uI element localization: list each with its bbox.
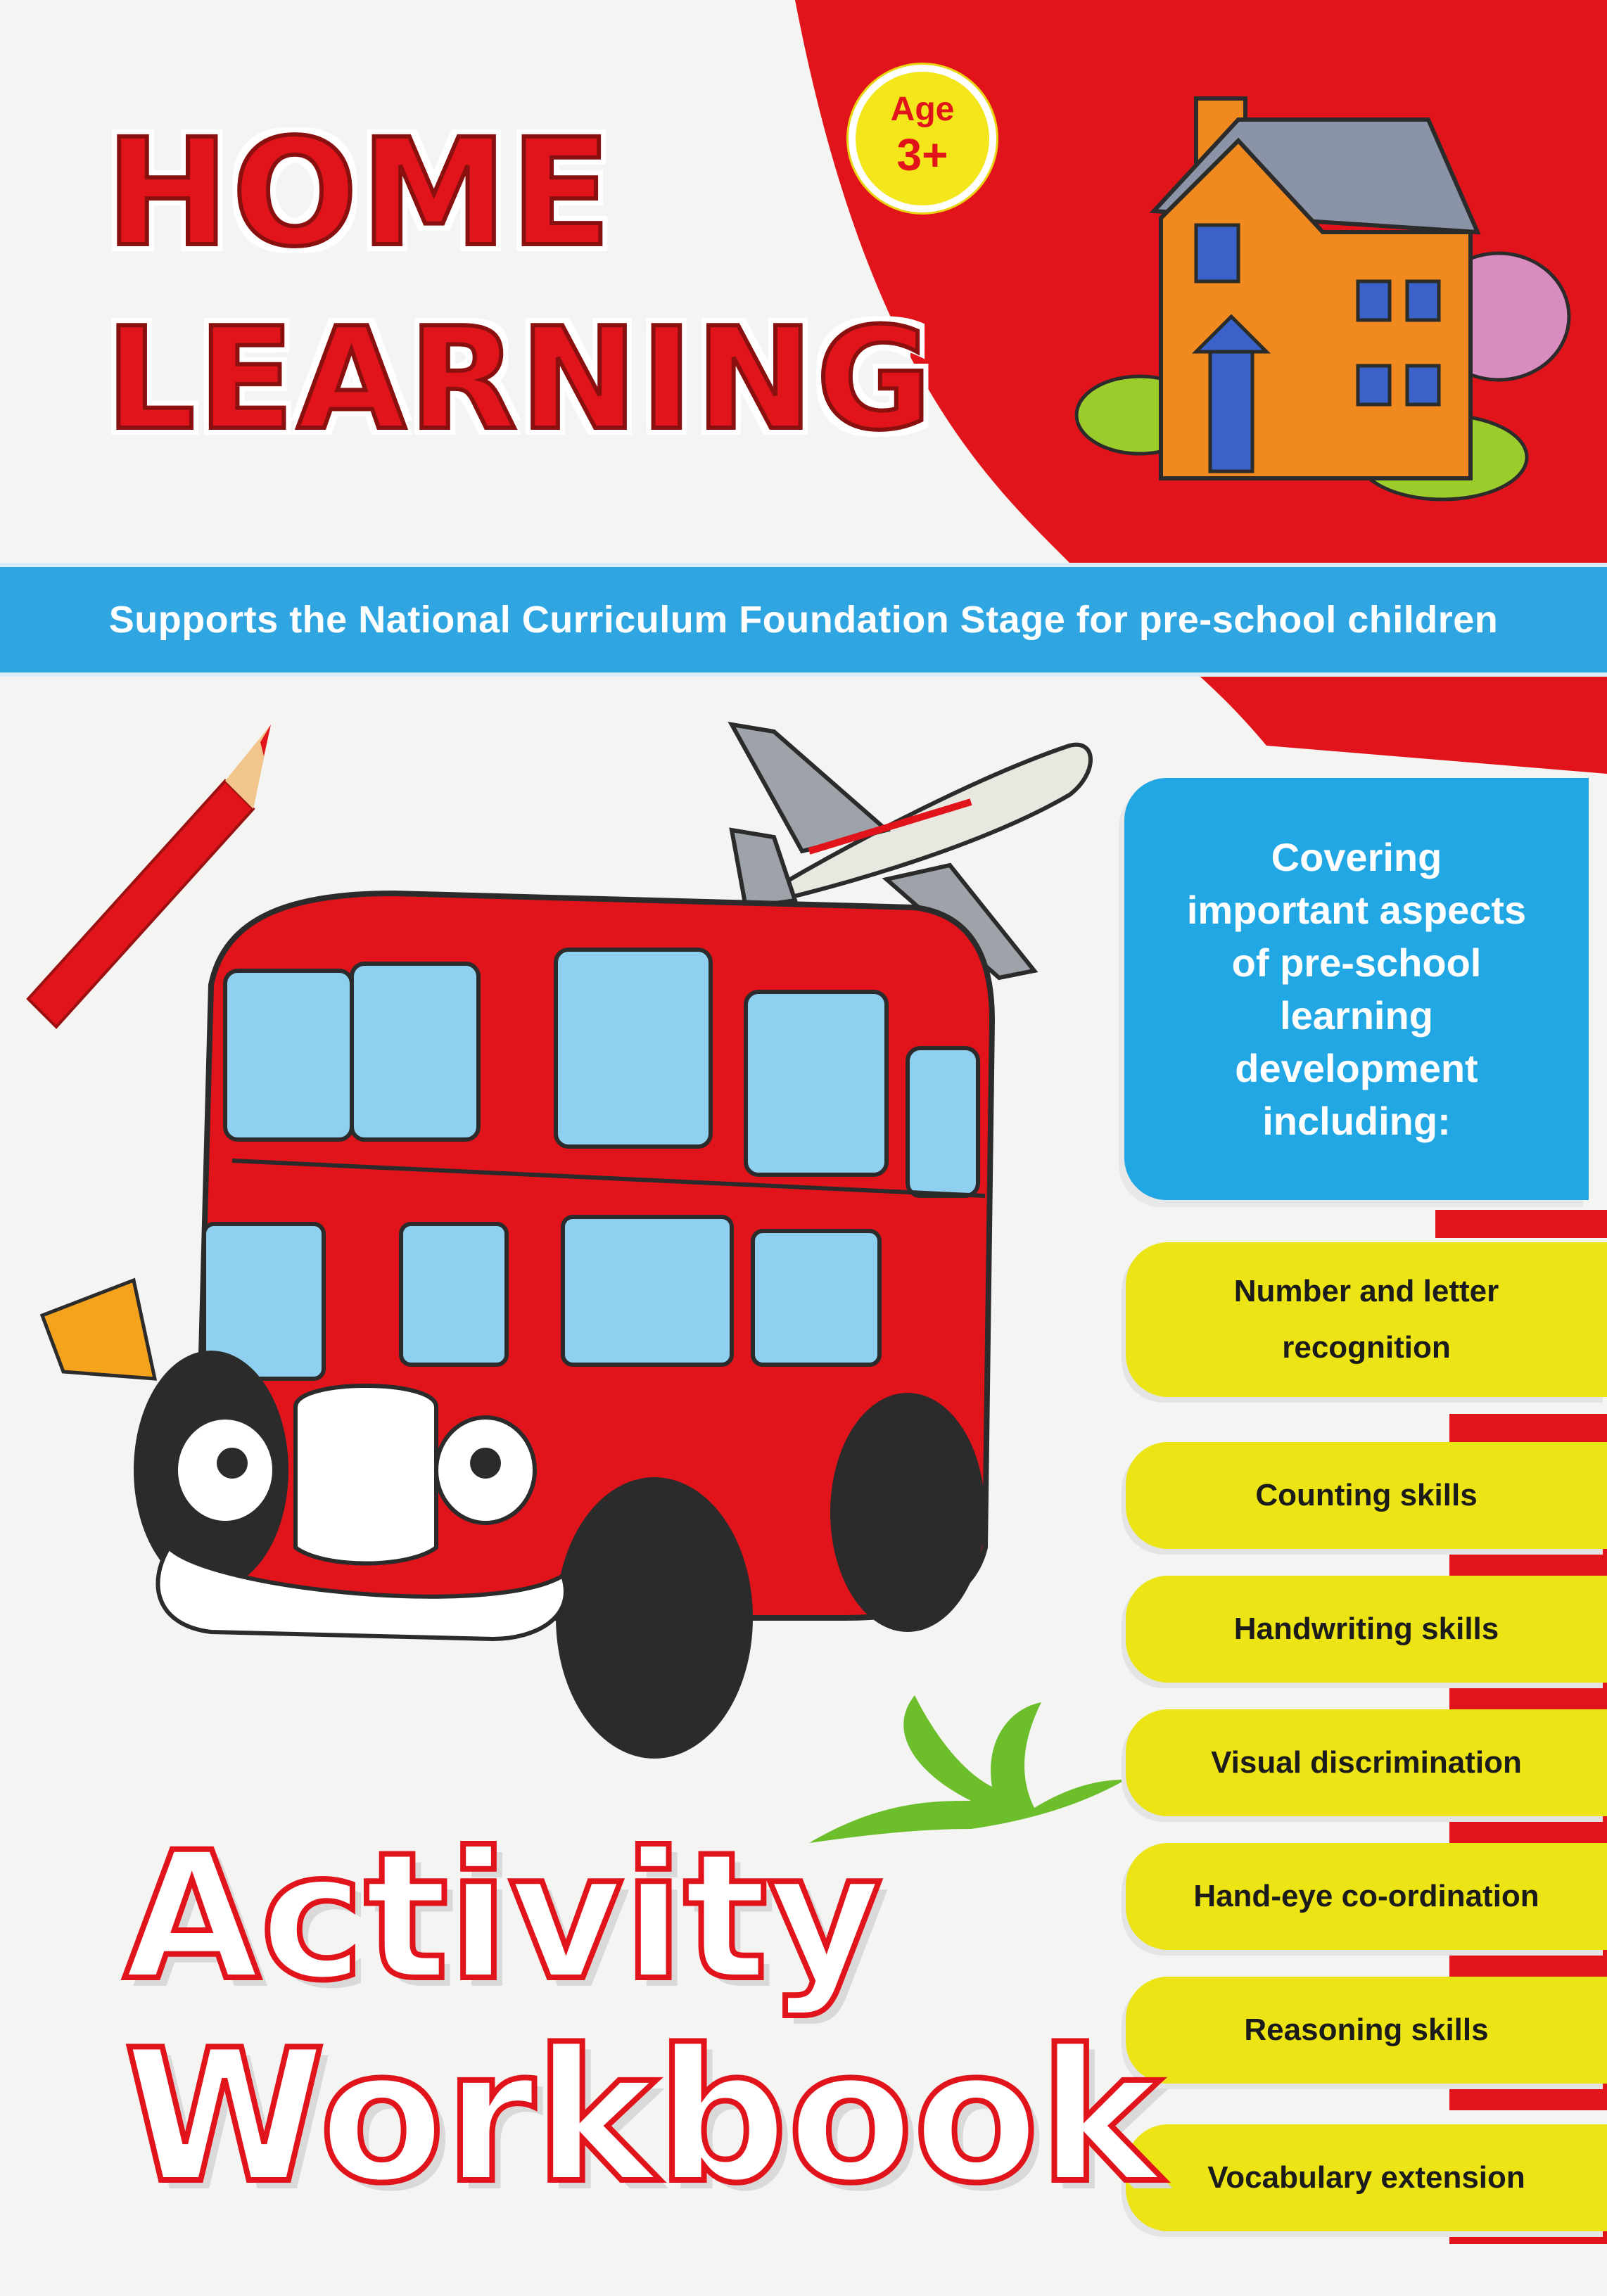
skill-pill	[1126, 1442, 1607, 1549]
covering-info-box	[1124, 778, 1589, 1200]
skill-pill	[1126, 2124, 1607, 2231]
skill-label: Handwriting skills	[1233, 1612, 1499, 1646]
age-badge	[849, 65, 996, 212]
skill-pill	[1126, 1843, 1607, 1950]
age-label: Age	[890, 91, 955, 128]
skill-pill	[1126, 1576, 1607, 1683]
skill-pill	[1126, 1709, 1607, 1816]
skill-label: Vocabulary extension	[1207, 2160, 1525, 2195]
skill-label: Counting skills	[1255, 1478, 1478, 1512]
skill-label: Number and letter recognition	[1233, 1274, 1499, 1365]
skill-label: Hand-eye co-ordination	[1193, 1879, 1539, 1913]
age-value: 3+	[896, 129, 948, 180]
covering-info-text: Covering important aspects of pre-school learning development including:	[1186, 835, 1527, 1143]
double-decker-bus-illustration	[42, 893, 992, 1759]
skill-label: Visual discrimination	[1211, 1745, 1522, 1780]
title-home: HOME	[106, 107, 614, 279]
title-activity: Activity	[124, 1814, 883, 2019]
tagline-banner	[0, 563, 1607, 677]
skill-pill	[1126, 1977, 1607, 2084]
skill-pill	[1126, 1242, 1607, 1397]
title-learning: LEARNING	[106, 298, 935, 461]
skill-label: Reasoning skills	[1244, 2013, 1489, 2047]
title-workbook: Workbook	[124, 2011, 1161, 2224]
tagline-text: Supports the National Curriculum Foundation Stage for pre-school children	[108, 599, 1499, 641]
